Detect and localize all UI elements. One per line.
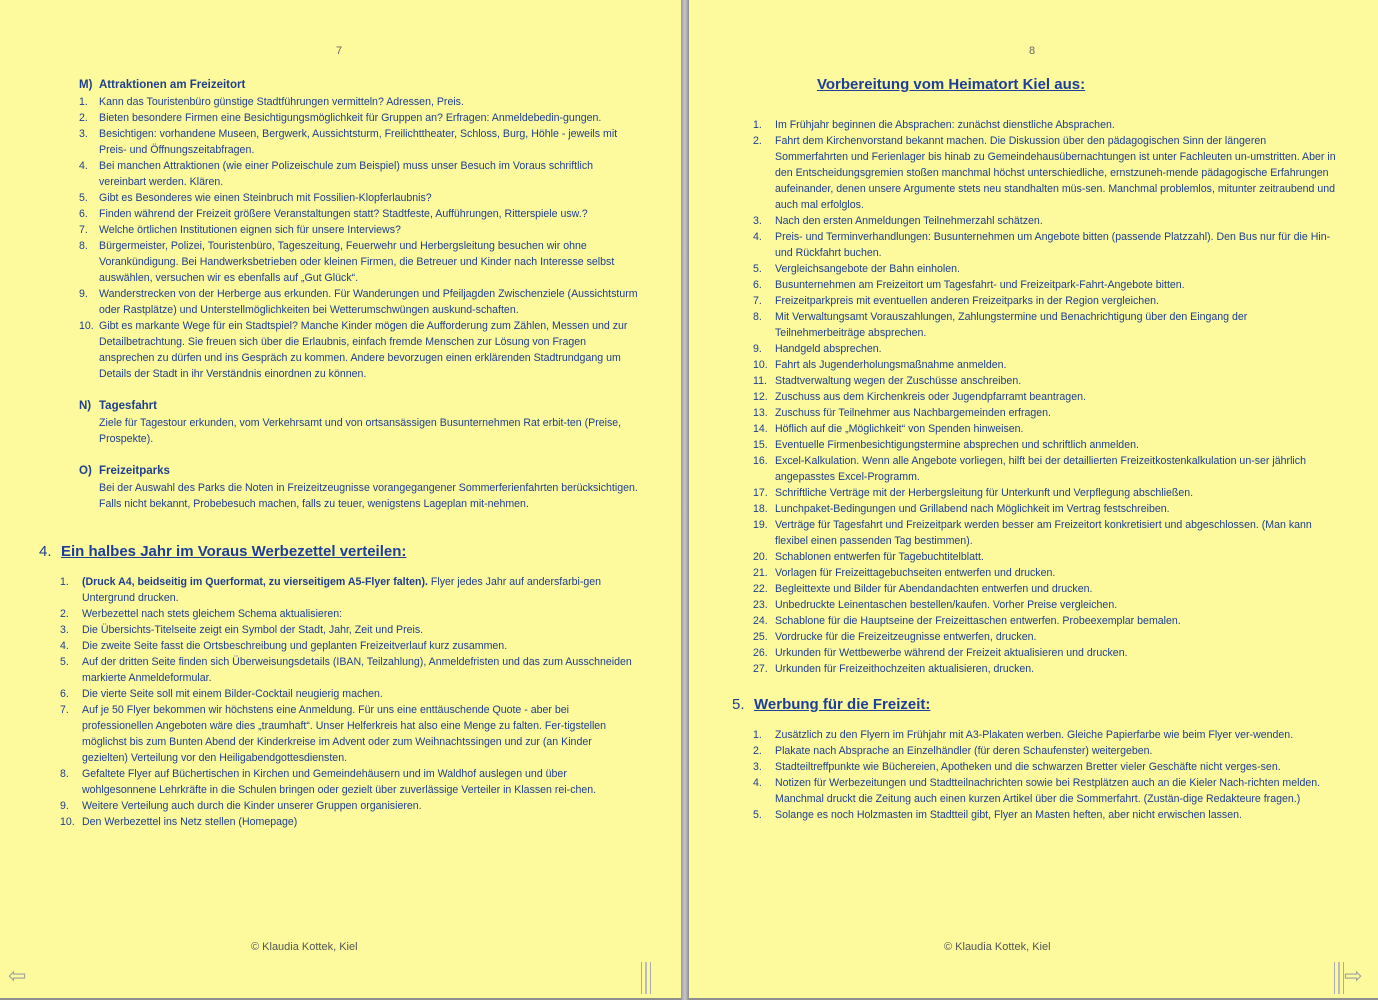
item-number: 10. (753, 359, 768, 371)
item-number: 5. (60, 656, 69, 668)
list-item (60, 574, 640, 606)
item-body: Unbedruckte Leinentaschen bestellen/kaufen. Vorher Preise vergleichen. (775, 599, 1118, 611)
item-number: 4. (753, 231, 762, 243)
section-list (79, 94, 639, 382)
item-text (775, 213, 1339, 229)
item-body: Lunchpaket-Bedingungen und Grillabend nach Möglichkeit im Vertrag festschreiben. (775, 503, 1170, 515)
item-number: 5. (753, 263, 762, 275)
item-text (775, 759, 1339, 775)
item-text (775, 293, 1339, 309)
item-body: Bei manchen Attraktionen (wie einer Polizeischule zum Beispiel) muss unser Besuch im Voraus schriftlich vereinbart werden. Klären. (99, 160, 594, 188)
item-text (99, 286, 639, 318)
list-item (753, 341, 1339, 357)
item-body: Höflich auf die „Möglichkeit“ von Spenden hinweisen. (775, 423, 1024, 435)
item-body: Urkunden für Wettbewerbe während der Freizeit aktualisieren und drucken. (775, 647, 1128, 659)
item-number: 8. (60, 768, 69, 780)
right-arrow-icon[interactable]: ⇨ (1344, 963, 1363, 988)
item-body: Nach den ersten Anmeldungen Teilnehmerzahl schätzen. (775, 215, 1043, 227)
list-item (60, 606, 640, 622)
section-heading (79, 463, 639, 480)
list-item (753, 357, 1339, 373)
list-item (60, 766, 640, 798)
item-number: 4. (79, 160, 88, 172)
item-text (82, 574, 640, 606)
footer: © Klaudia Kottek, Kiel (944, 941, 1051, 953)
list-item (753, 229, 1339, 261)
list-item (753, 213, 1339, 229)
item-number: 16. (753, 455, 768, 467)
list-item (753, 727, 1339, 743)
item-body: Finden während der Freizeit größere Veranstaltungen statt? Stadtfeste, Aufführungen, Ritterspiele usw.? (99, 208, 588, 220)
item-text (775, 261, 1339, 277)
item-text (775, 501, 1339, 517)
item-text (82, 702, 640, 766)
list-item (79, 318, 639, 382)
section-number: 5. (732, 696, 745, 713)
list-item (753, 277, 1339, 293)
item-text (99, 222, 639, 238)
item-number: 1. (79, 96, 88, 108)
list-item (60, 654, 640, 686)
section-m (79, 77, 639, 382)
item-text (82, 798, 640, 814)
item-body: Die vierte Seite soll mit einem Bilder-Cocktail neugierig machen. (82, 688, 383, 700)
section-title: Attraktionen am Freizeitort (99, 79, 246, 91)
item-number: 3. (60, 624, 69, 636)
item-body: Flyer jedes Jahr auf andersfarbi-gen Untergrund drucken. (82, 576, 602, 604)
item-text (82, 654, 640, 686)
item-body: Excel-Kalkulation. Wenn alle Angebote vorliegen, hilft bei der detaillierten Freizeitkostenkalkulation un-ser jährlich angepasstes Excel-Programm. (775, 455, 1306, 483)
item-body: Wanderstrecken von der Herberge aus erkunden. Für Wanderungen und Pfeiljagden Zwischenziele (Aussichtsturm oder Rastplätze) und Unterstellmöglichkeiten bei Wetterumschwüngen auskund-schaften. (99, 288, 638, 316)
item-body: Vordrucke für die Freizeitzeugnisse entwerfen, drucken. (775, 631, 1037, 643)
item-text (82, 814, 640, 830)
item-text (775, 581, 1339, 597)
list-item (753, 437, 1339, 453)
item-text (82, 622, 640, 638)
item-number: 14. (753, 423, 768, 435)
item-body: Eventuelle Firmenbesichtigungstermine absprechen und schriftlich anmelden. (775, 439, 1139, 451)
section-title: Freizeitparks (99, 465, 170, 477)
list-item (753, 501, 1339, 517)
item-number: 1. (60, 576, 69, 588)
item-body: Begleittexte und Bilder für Abendandachten entwerfen und drucken. (775, 583, 1093, 595)
item-body: Schablonen entwerfen für Tagebuchtitelblatt. (775, 551, 984, 563)
item-body: Freizeitparkpreis mit eventuellen anderen Freizeitparks in der Region vergleichen. (775, 295, 1159, 307)
item-number: 1. (753, 729, 762, 741)
list-item (79, 94, 639, 110)
list-item (753, 485, 1339, 501)
item-text (775, 373, 1339, 389)
scroll-handle-right[interactable] (1334, 962, 1344, 994)
item-body: Welche örtlichen Institutionen eignen sich für unsere Interviews? (99, 224, 401, 236)
list-item (753, 743, 1339, 759)
item-number: 2. (60, 608, 69, 620)
list-item (60, 638, 640, 654)
item-body: Vergleichsangebote der Bahn einholen. (775, 263, 960, 275)
item-number: 8. (753, 311, 762, 323)
item-text (775, 117, 1339, 133)
item-number: 3. (753, 761, 762, 773)
item-number: 4. (60, 640, 69, 652)
list-item (79, 238, 639, 286)
item-body: Preis- und Terminverhandlungen: Busunternehmen um Angebote bitten (passende Platzzahl). Den Bus nur für die Hin- und Rückfahrt buchen. (775, 231, 1331, 259)
item-text (99, 190, 639, 206)
item-number: 7. (79, 224, 88, 236)
item-text (82, 606, 640, 622)
section-letter: N) (79, 400, 92, 412)
list-item (60, 798, 640, 814)
item-body: Gibt es Besonderes wie einen Steinbruch mit Fossilien-Klopferlaubnis? (99, 192, 432, 204)
list-item (753, 661, 1339, 677)
section-title: Tagesfahrt (99, 400, 157, 412)
item-text (775, 389, 1339, 405)
list-item (79, 110, 639, 126)
item-text (775, 807, 1339, 823)
section-heading (79, 398, 639, 415)
item-number: 24. (753, 615, 768, 627)
item-number: 5. (753, 809, 762, 821)
list-item (60, 702, 640, 766)
item-body: Vorlagen für Freizeittagebuchseiten entwerfen und drucken. (775, 567, 1056, 579)
item-body: Werbezettel nach stets gleichem Schema aktualisieren: (82, 608, 343, 620)
item-number: 6. (753, 279, 762, 291)
item-text (99, 94, 639, 110)
list-item (753, 309, 1339, 341)
right-content (732, 117, 1339, 823)
item-body: Auf der dritten Seite finden sich Überweisungsdetails (IBAN, Teilzahlung), Anmeldefristen und das zum Ausschneiden markierte Anmeldeformular. (82, 656, 632, 684)
section-title: Ein halbes Jahr im Voraus Werbezettel verteilen: (61, 543, 407, 560)
footer: © Klaudia Kottek, Kiel (251, 941, 358, 953)
item-number: 9. (79, 288, 88, 300)
item-number: 27. (753, 663, 768, 675)
item-body: Im Frühjahr beginnen die Absprachen: zunächst dienstliche Absprachen. (775, 119, 1115, 131)
item-body: Auf je 50 Flyer bekommen wir höchstens eine Anmeldung. Für uns eine enttäuschende Quote - aber bei professionellen Angeboten wäre dies „traumhaft“. Unser Helferkreis hat also eine Menge zu falten. Fer-tigstellen möglichst bis zum Bunten Abend der Kinderkreise im Advent oder zum Weihnachtssingen und zur (an Kinder gezielten) Verteilung vor den Heiligabendgottesdiensten. (82, 704, 607, 764)
item-number: 20. (753, 551, 768, 563)
item-number: 17. (753, 487, 768, 499)
list-item (753, 389, 1339, 405)
list-item (79, 190, 639, 206)
list-item (753, 565, 1339, 581)
item-number: 19. (753, 519, 768, 531)
item-number: 11. (753, 375, 767, 387)
item-text (775, 133, 1339, 213)
item-text (99, 206, 639, 222)
left-arrow-icon[interactable]: ⇦ (8, 963, 27, 988)
item-text (82, 686, 640, 702)
list-item (753, 293, 1339, 309)
item-number: 2. (79, 112, 88, 124)
item-number: 15. (753, 439, 768, 451)
item-number: 18. (753, 503, 768, 515)
preparation-list (753, 117, 1339, 677)
list-item (60, 686, 640, 702)
item-text (775, 485, 1339, 501)
item-number: 1. (753, 119, 762, 131)
left-page (0, 0, 681, 998)
item-text (775, 421, 1339, 437)
list-item (60, 622, 640, 638)
section-list (79, 77, 639, 512)
item-body: Zusätzlich zu den Flyern im Frühjahr mit A3-Plakaten werben. Gleiche Papierfarbe wie beim Flyer ver-wenden. (775, 729, 1294, 741)
list-item (79, 158, 639, 190)
item-number: 9. (60, 800, 69, 812)
item-number: 7. (60, 704, 69, 716)
item-body: Handgeld absprechen. (775, 343, 882, 355)
list-item (753, 373, 1339, 389)
item-number: 10. (60, 816, 75, 828)
section-heading (79, 77, 639, 94)
section-title: Werbung für die Freizeit: (754, 696, 931, 713)
item-body: Den Werbezettel ins Netz stellen (Homepage) (82, 816, 298, 828)
list-item (753, 759, 1339, 775)
item-text (99, 158, 639, 190)
item-number: 9. (753, 343, 762, 355)
item-text (775, 341, 1339, 357)
item-body: Die zweite Seite fasst die Ortsbeschreibung und geplanten Freizeitverlauf kurz zusammen. (82, 640, 508, 652)
item-body: Kann das Touristenbüro günstige Stadtführungen vermitteln? Adressen, Preis. (99, 96, 464, 108)
list-item (753, 581, 1339, 597)
item-text (775, 309, 1339, 341)
item-number: 21. (753, 567, 768, 579)
section-letter: O) (79, 465, 92, 477)
item-body: Weitere Verteilung auch durch die Kinder unserer Gruppen organisieren. (82, 800, 422, 812)
item-body: Schablone für die Hauptseine der Freizeittaschen entwerfen. Probeexemplar bemalen. (775, 615, 1181, 627)
item-text (99, 126, 639, 158)
section-n (79, 398, 639, 447)
list-item (79, 286, 639, 318)
item-text (775, 597, 1339, 613)
right-page (689, 0, 1378, 998)
item-body: Zuschuss aus dem Kirchenkreis oder Jugendpfarramt beantragen. (775, 391, 1086, 403)
item-number: 12. (753, 391, 768, 403)
section-number: 4. (39, 543, 52, 560)
item-text (82, 638, 640, 654)
item-number: 6. (60, 688, 69, 700)
section-body: Bei der Auswahl des Parks die Noten in Freizeitzeugnisse vorangegangener Sommerferienfahrten berücksichtigen. Falls nicht bekannt, Probebesuch machen, falls zu teuer, wenigstens Lageplan mit-nehmen. (99, 482, 638, 510)
item-text (99, 318, 639, 382)
item-text (775, 775, 1339, 807)
item-body: Zuschuss für Teilnehmer aus Nachbargemeinden erfragen. (775, 407, 1051, 419)
item-number: 22. (753, 583, 768, 595)
list-item (753, 261, 1339, 277)
item-text (775, 549, 1339, 565)
item-body: Besichtigen: vorhandene Museen, Bergwerk, Aussichtsturm, Freilichttheater, Schloss, Burg, Höhle - jeweils mit Preis- und Öffnungszeitabfragen. (99, 128, 618, 156)
item-body: Fahrt als Jugenderholungsmaßnahme anmelden. (775, 359, 1007, 371)
section-4-list (60, 574, 640, 830)
preparation-title: Vorbereitung vom Heimatort Kiel aus: (817, 76, 1086, 93)
item-body: Gibt es markante Wege für ein Stadtspiel? Manche Kinder mögen die Aufforderung zum Zählen, Messen und zur Detailbetrachtung. Sie freuen sich über die Erlaubnis, einfach fremde Menschen zur Lösung von Fragen ansprechen zu dürfen und ins Gespräch zu kommen. Andere bevorzugen einen erklärenden Stadtrundgang um Details der Stadt in ihr Verständnis einordnen zu können. (99, 320, 628, 380)
page-number: 8 (1029, 45, 1036, 57)
item-body: Busunternehmen am Freizeitort um Tagesfahrt- und Freizeitpark-Fahrt-Angebote bitten. (775, 279, 1185, 291)
page-divider (681, 0, 689, 1000)
item-number: 4. (753, 777, 762, 789)
item-number: 5. (79, 192, 88, 204)
list-item (753, 597, 1339, 613)
list-item (753, 629, 1339, 645)
item-text (82, 766, 640, 798)
section-o (79, 463, 639, 512)
preparation-heading (817, 75, 1085, 95)
item-body: Solange es noch Holzmasten im Stadtteil gibt, Flyer an Masten heften, aber nicht erwischen lassen. (775, 809, 1242, 821)
list-item (753, 807, 1339, 823)
list-item (753, 117, 1339, 133)
list-item (753, 775, 1339, 807)
item-number: 23. (753, 599, 768, 611)
list-item (753, 645, 1339, 661)
item-text (775, 743, 1339, 759)
list-item (60, 814, 640, 830)
item-text (775, 405, 1339, 421)
page-number: 7 (336, 45, 343, 57)
list-item (753, 421, 1339, 437)
item-body: Gefaltete Flyer auf Büchertischen in Kirchen und Gemeindehäusern und im Waldhof auslegen und über wohlgesonnene Lehrkräfte in die Schulen bringen oder gezielt über zuverlässige Verteiler in Klassen rei-chen. (82, 768, 597, 796)
item-number: 6. (79, 208, 88, 220)
item-text (775, 229, 1339, 261)
list-item (79, 126, 639, 158)
item-body: Bieten besondere Firmen eine Besichtigungsmöglichkeit für Gruppen an? Erfragen: Anmeldebedin-gungen. (99, 112, 602, 124)
list-item (753, 517, 1339, 549)
item-text (775, 453, 1339, 485)
item-text (99, 110, 639, 126)
item-body: Die Übersichts-Titelseite zeigt ein Symbol der Stadt, Jahr, Zeit und Preis. (82, 624, 424, 636)
item-body: Stadteiltreffpunkte wie Büchereien, Apotheken und die schwarzen Bretter vieler Geschäfte nicht verges-sen. (775, 761, 1281, 773)
item-number: 8. (79, 240, 88, 252)
item-number: 26. (753, 647, 768, 659)
item-body: Plakate nach Absprache an Einzelhändler (für deren Schaufenster) weitergeben. (775, 745, 1153, 757)
item-number: 13. (753, 407, 768, 419)
scroll-handle-left[interactable] (641, 962, 651, 994)
item-text (775, 629, 1339, 645)
list-item (753, 133, 1339, 213)
item-text (775, 565, 1339, 581)
item-body: Urkunden für Freizeithochzeiten aktualisieren, drucken. (775, 663, 1035, 675)
item-number: 3. (79, 128, 88, 140)
item-number: 25. (753, 631, 768, 643)
item-text (775, 645, 1339, 661)
section-body: Ziele für Tagestour erkunden, vom Verkehrsamt und von ortsansässigen Busunternehmen Rat erbit-ten (Preise, Prospekte). (99, 417, 622, 445)
item-body: Notizen für Werbezeitungen und Stadtteilnachrichten sowie bei Restplätzen auch an die Kieler Nach-richten melden. Manchmal druckt die Zeitung auch einen kurzen Artikel über die Sommerfahrt. (Zustän-dige Redakteure fragen.) (775, 777, 1321, 805)
item-text (775, 613, 1339, 629)
list-item (79, 222, 639, 238)
section-4-heading (39, 542, 639, 562)
item-number: 2. (753, 135, 762, 147)
item-number: 10. (79, 320, 94, 332)
item-text (775, 357, 1339, 373)
item-body: Schriftliche Verträge mit der Herbergsleitung für Unterkunft und Verpflegung abschließen. (775, 487, 1194, 499)
item-number: 2. (753, 745, 762, 757)
item-text (775, 277, 1339, 293)
item-body: Verträge für Tagesfahrt und Freizeitpark werden besser am Freizeitort konkretisiert und abgeschlossen. (Man kann flexibel einen passenden Tag bestimmen). (775, 519, 1312, 547)
section-letter: M) (79, 79, 93, 91)
left-content (39, 77, 639, 830)
list-item (753, 549, 1339, 565)
item-body: Fahrt dem Kirchenvorstand bekannt machen. Die Diskussion über den pädagogischen Sinn der längeren Sommerfahrten und Ferienlager bis hinab zu Gemeindehausübernachtungen ist unter Fachleuten un-umstritten. Aber in den Entscheidungsgremien stoßen manchmal höchst unterschiedliche, ernstzuneh-mende pädagogische Erfahrungen aufeinander, denen unsere Argumente stets neu standhalten müs-sen. Manchmal problemlos, mitunter zeitraubend und auch mal erfolglos. (775, 135, 1336, 211)
section-5-heading (732, 695, 1339, 715)
section-5-list (753, 727, 1339, 823)
list-item (753, 453, 1339, 485)
list-item (753, 405, 1339, 421)
item-text (775, 437, 1339, 453)
item-text (775, 661, 1339, 677)
item-text (775, 517, 1339, 549)
item-number: 3. (753, 215, 762, 227)
item-bold-text: (Druck A4, beidseitig im Querformat, zu vierseitigem A5-Flyer falten). (82, 576, 428, 588)
list-item (79, 206, 639, 222)
item-text (99, 238, 639, 286)
list-item (753, 613, 1339, 629)
item-number: 7. (753, 295, 762, 307)
item-body: Stadtverwaltung wegen der Zuschüsse anschreiben. (775, 375, 1022, 387)
item-body: Bürgermeister, Polizei, Touristenbüro, Tageszeitung, Feuerwehr und Herbergsleitung besuchen wir ohne Vorankündigung. Bei Handwerksbetrieben oder kleinen Firmen, die Betreuer und Kinder nach Interesse selbst auswählen, versuchen wir es ebenfalls auf „Gut Glück“. (99, 240, 615, 284)
item-body: Mit Verwaltungsamt Vorauszahlungen, Zahlungstermine und Benachrichtigung über den Eingang der Teilnehmerbeiträge absprechen. (775, 311, 1248, 339)
item-text (775, 727, 1339, 743)
